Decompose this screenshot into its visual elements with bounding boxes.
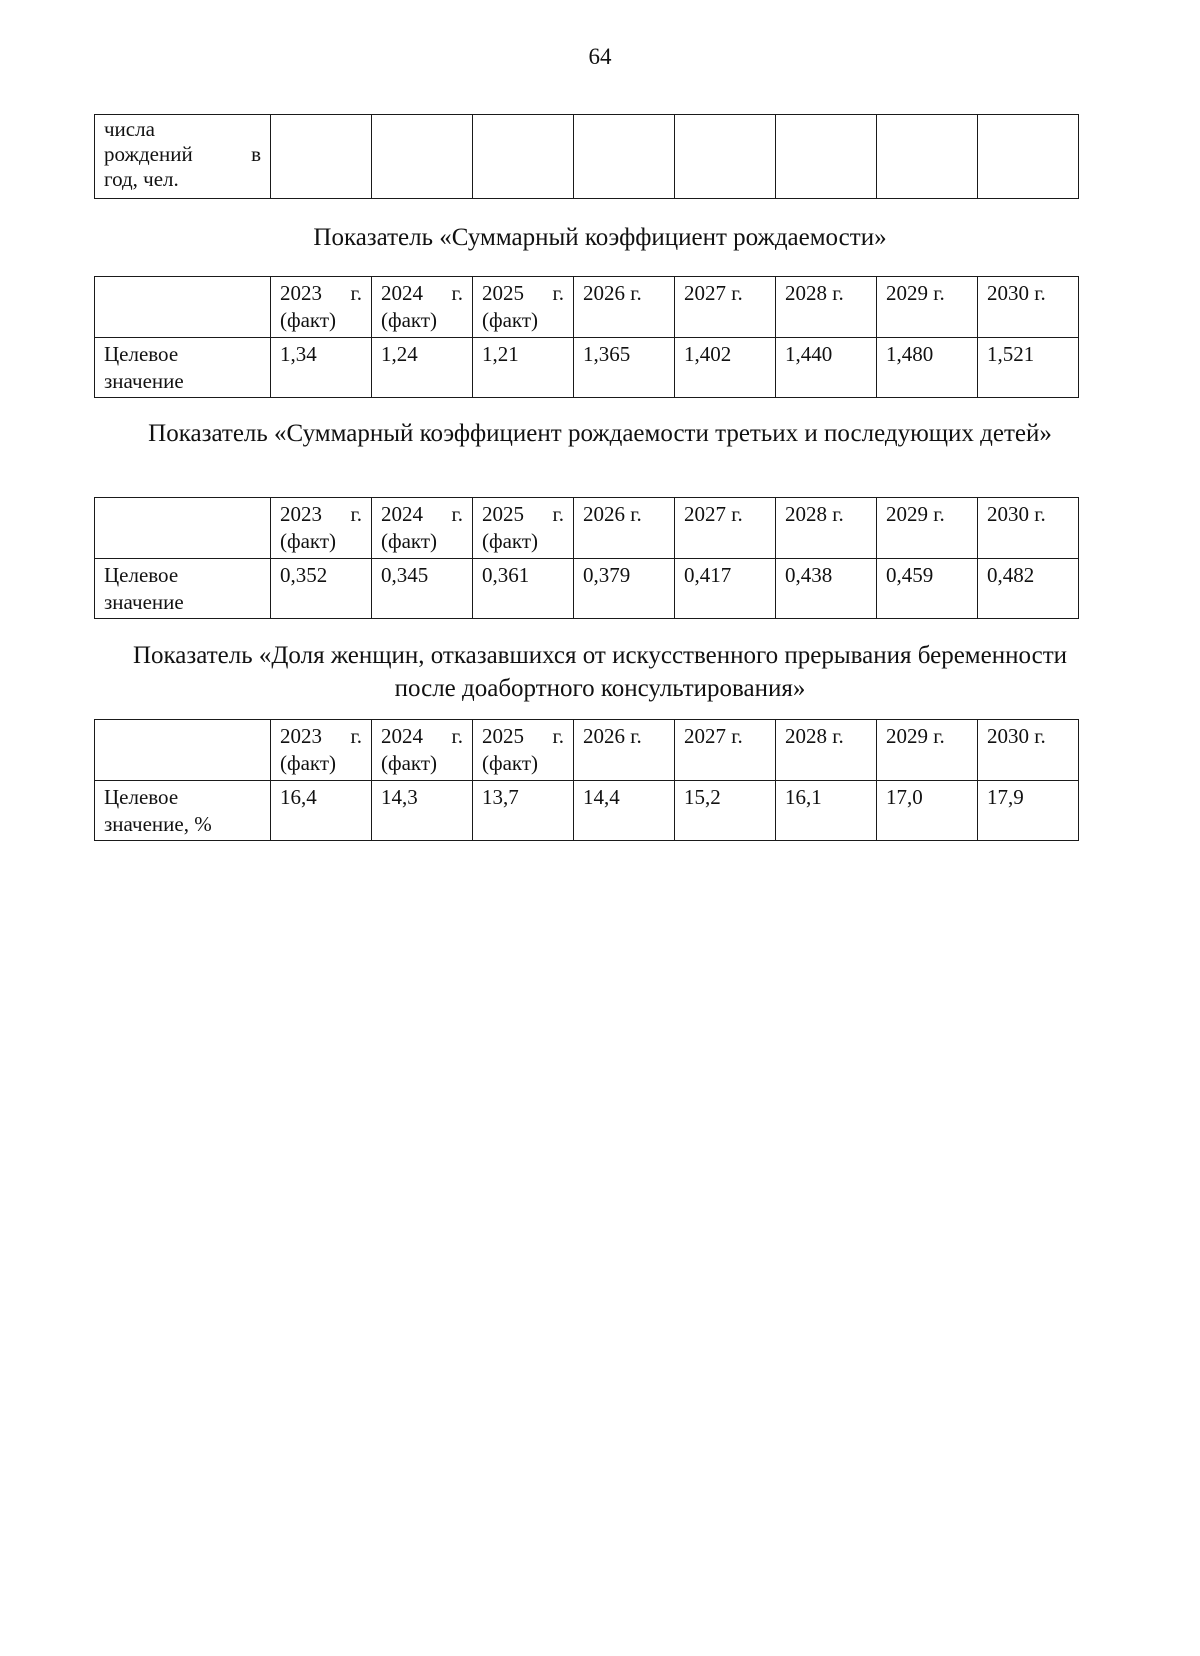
value-cell: 15,2	[675, 780, 776, 841]
year-number: 2024	[381, 502, 423, 526]
year-header-cell	[473, 277, 574, 338]
fact-label: (факт)	[381, 751, 438, 776]
value-cell: 0,352	[271, 558, 372, 619]
row-label-cell	[95, 115, 271, 199]
value-cell: 17,9	[978, 780, 1079, 841]
year-label: 2028 г.	[785, 281, 844, 305]
empty-cell	[372, 115, 473, 199]
fact-label: (факт)	[381, 529, 438, 554]
year-header-cell	[271, 277, 372, 338]
fact-label: (факт)	[482, 308, 539, 333]
value-cell: 0,438	[776, 558, 877, 619]
year-label	[280, 280, 362, 307]
value-cell: 17,0	[877, 780, 978, 841]
indicator-table	[94, 497, 1079, 619]
year-label	[280, 723, 362, 750]
empty-cell	[877, 115, 978, 199]
year-suffix: г.	[451, 281, 463, 305]
table-row	[95, 780, 1079, 841]
value-cell: 0,417	[675, 558, 776, 619]
year-suffix: г.	[350, 281, 362, 305]
fact-label: (факт)	[482, 751, 539, 776]
year-header-cell	[877, 720, 978, 781]
value-cell: 1,521	[978, 337, 1079, 398]
year-label: 2030 г.	[987, 724, 1046, 748]
year-label	[280, 501, 362, 528]
value-cell: 1,440	[776, 337, 877, 398]
label-word: рождений	[104, 142, 193, 167]
year-label	[482, 501, 564, 528]
year-header-cell	[473, 720, 574, 781]
continuation-table	[94, 114, 1079, 199]
year-label: 2030 г.	[987, 502, 1046, 526]
year-header-cell	[372, 720, 473, 781]
year-label	[482, 723, 564, 750]
value-cell: 1,34	[271, 337, 372, 398]
year-label	[381, 501, 463, 528]
fact-label: (факт)	[280, 751, 337, 776]
year-suffix: г.	[451, 724, 463, 748]
year-suffix: г.	[451, 502, 463, 526]
section-title: Показатель «Суммарный коэффициент рождаемости третьих и последующих детей»	[148, 420, 1052, 447]
year-header-cell	[978, 720, 1079, 781]
value-cell: 1,480	[877, 337, 978, 398]
year-suffix: г.	[552, 724, 564, 748]
year-label: 2029 г.	[886, 724, 945, 748]
value-cell: 0,459	[877, 558, 978, 619]
indicator-table	[94, 719, 1079, 841]
table-row	[95, 337, 1079, 398]
table-header-row	[95, 277, 1079, 338]
value-cell: 0,482	[978, 558, 1079, 619]
year-number: 2023	[280, 724, 322, 748]
label-line: год, чел.	[104, 167, 179, 192]
year-number: 2025	[482, 281, 524, 305]
label-word: в	[251, 142, 261, 167]
year-header-cell	[271, 720, 372, 781]
year-label: 2029 г.	[886, 281, 945, 305]
year-header-cell	[978, 498, 1079, 559]
year-number: 2025	[482, 502, 524, 526]
year-number: 2024	[381, 724, 423, 748]
year-header-cell	[271, 498, 372, 559]
year-label: 2028 г.	[785, 502, 844, 526]
year-header-cell	[978, 277, 1079, 338]
year-label: 2028 г.	[785, 724, 844, 748]
year-label: 2027 г.	[684, 281, 743, 305]
empty-cell	[271, 115, 372, 199]
year-suffix: г.	[552, 502, 564, 526]
year-label: 2026 г.	[583, 502, 642, 526]
year-header-cell	[574, 277, 675, 338]
value-cell: 0,345	[372, 558, 473, 619]
year-number: 2024	[381, 281, 423, 305]
empty-cell	[574, 115, 675, 199]
year-suffix: г.	[350, 724, 362, 748]
year-header-cell	[675, 277, 776, 338]
table-header-row	[95, 720, 1079, 781]
table-row	[95, 115, 1079, 199]
fact-label: (факт)	[280, 308, 337, 333]
year-number: 2023	[280, 281, 322, 305]
year-header-cell	[574, 720, 675, 781]
empty-cell	[473, 115, 574, 199]
year-label: 2029 г.	[886, 502, 945, 526]
corner-cell	[95, 720, 271, 781]
year-label: 2027 г.	[684, 502, 743, 526]
year-label: 2026 г.	[583, 724, 642, 748]
corner-cell	[95, 498, 271, 559]
year-label	[381, 723, 463, 750]
year-suffix: г.	[350, 502, 362, 526]
value-cell: 0,361	[473, 558, 574, 619]
label-line: числа	[104, 117, 155, 141]
empty-cell	[776, 115, 877, 199]
year-label	[482, 280, 564, 307]
fact-label: (факт)	[482, 529, 539, 554]
value-cell: 1,24	[372, 337, 473, 398]
year-label: 2030 г.	[987, 281, 1046, 305]
indicator-table	[94, 276, 1079, 398]
section-title: Показатель «Суммарный коэффициент рождаемости»	[313, 224, 887, 251]
value-cell: 14,3	[372, 780, 473, 841]
empty-cell	[675, 115, 776, 199]
year-header-cell	[675, 498, 776, 559]
year-number: 2025	[482, 724, 524, 748]
value-cell: 13,7	[473, 780, 574, 841]
year-header-cell	[574, 498, 675, 559]
year-header-cell	[776, 720, 877, 781]
year-suffix: г.	[552, 281, 564, 305]
table-header-row	[95, 498, 1079, 559]
section-title: Показатель «Доля женщин, отказавшихся от искусственного прерывания беременности после доабортного консультирования»	[132, 642, 1067, 702]
row-label-cell: Целевое значение	[95, 337, 271, 398]
year-header-cell	[372, 277, 473, 338]
year-label: 2026 г.	[583, 281, 642, 305]
year-label	[381, 280, 463, 307]
row-label-cell: Целевое значение, %	[95, 780, 271, 841]
value-cell: 14,4	[574, 780, 675, 841]
year-header-cell	[372, 498, 473, 559]
empty-cell	[978, 115, 1079, 199]
year-number: 2023	[280, 502, 322, 526]
value-cell: 16,4	[271, 780, 372, 841]
year-header-cell	[776, 498, 877, 559]
year-header-cell	[776, 277, 877, 338]
value-cell: 1,21	[473, 337, 574, 398]
table-row	[95, 558, 1079, 619]
value-cell: 16,1	[776, 780, 877, 841]
year-header-cell	[877, 498, 978, 559]
year-label: 2027 г.	[684, 724, 743, 748]
fact-label: (факт)	[381, 308, 438, 333]
fact-label: (факт)	[280, 529, 337, 554]
year-header-cell	[675, 720, 776, 781]
row-label-cell: Целевое значение	[95, 558, 271, 619]
value-cell: 1,402	[675, 337, 776, 398]
page-number: 64	[588, 44, 612, 69]
label-line	[104, 142, 261, 167]
value-cell: 1,365	[574, 337, 675, 398]
value-cell: 0,379	[574, 558, 675, 619]
year-header-cell	[877, 277, 978, 338]
corner-cell	[95, 277, 271, 338]
year-header-cell	[473, 498, 574, 559]
